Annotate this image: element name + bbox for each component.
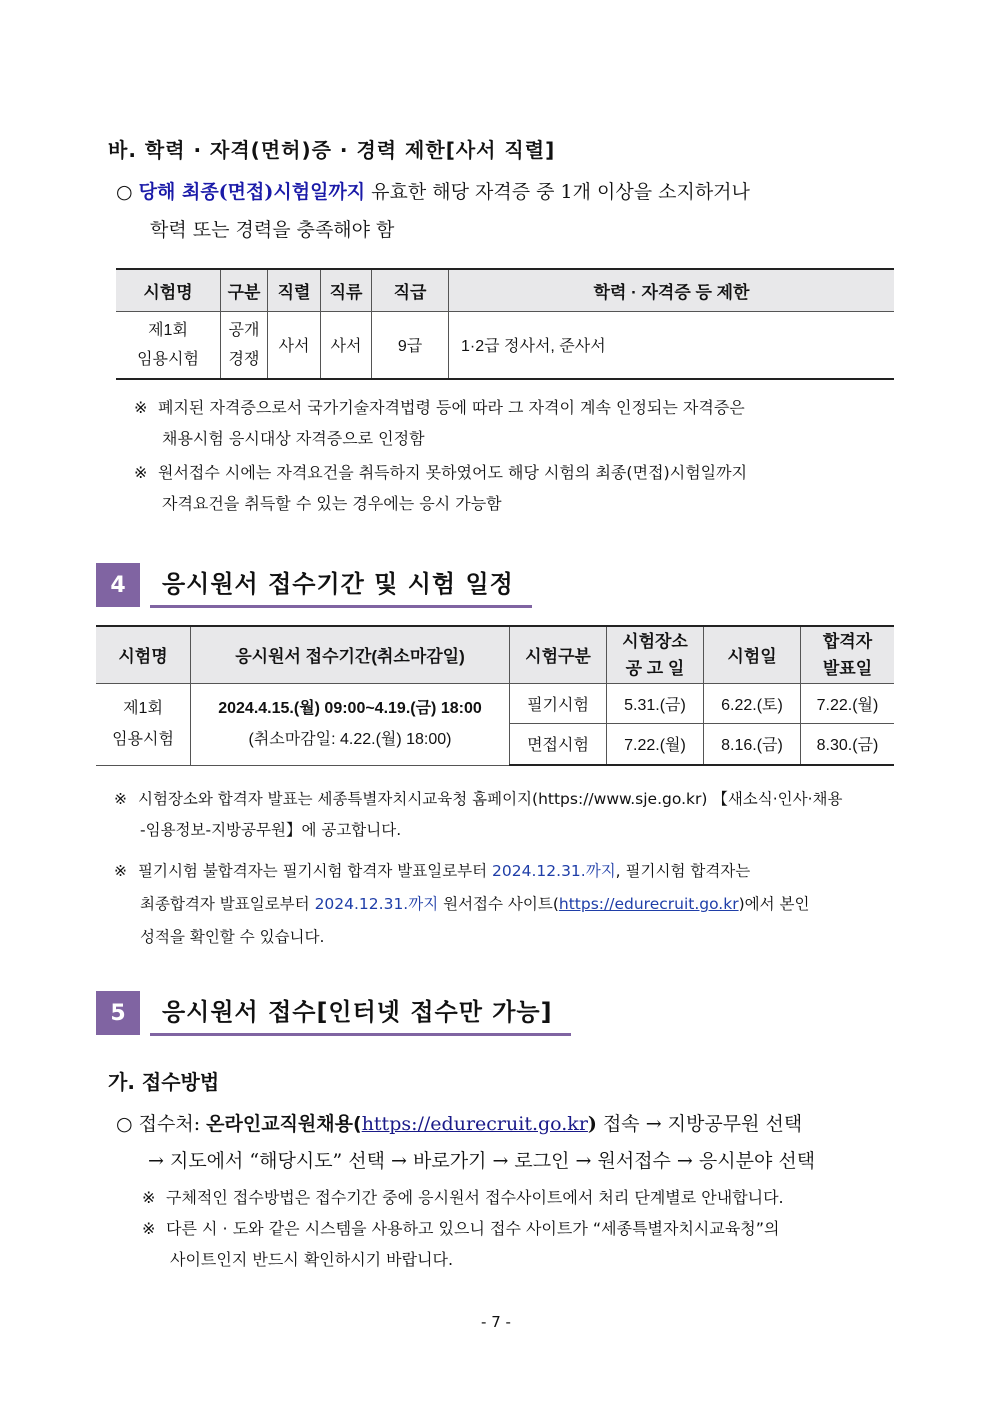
s5-note-2: ※ 다른 시 · 도와 같은 시스템을 사용하고 있으니 접수 사이트가 “세종특별자치시교육청”의 사이트인지 반드시 확인하시기 바랍니다.: [142, 1219, 780, 1269]
highlight-text: 당해 최종(면접)시험일까지: [138, 181, 366, 203]
td-class: 사서: [321, 311, 372, 379]
td-period: 2024.4.15.(월) 09:00~4.19.(금) 18:00 (취소마감일: 4.22.(월) 18:00): [191, 683, 510, 765]
td-date: 8.16.(금): [704, 723, 801, 765]
section-ba-line2: 학력 또는 경력을 충족해야 함: [150, 219, 395, 241]
ba-note-1: ※ 폐지된 자격증으로서 국가기술자격법령 등에 따라 그 자격이 계속 인정되는 자격증은 채용시험 응시대상 자격증으로 인정함: [134, 398, 745, 448]
td-type: 필기시험: [510, 683, 607, 723]
ba-note-2: ※ 원서접수 시에는 자격요건을 취득하지 못하였어도 해당 시험의 최종(면접)시험일까지 자격요건을 취득할 수 있는 경우에는 응시 가능함: [134, 463, 748, 513]
th-exam-type: 시험구분: [510, 626, 607, 683]
s4-note-2: ※ 필기시험 불합격자는 필기시험 합격자 발표일로부터 2024.12.31.까지, 필기시험 합격자는 최종합격자 발표일로부터 2024.12.31.까지 원서접수 사이트(https://edurecruit.go.kr)에서 본인 성적을 확인할 수 있습니다.: [114, 862, 810, 946]
qualification-table: [116, 268, 894, 380]
td-result: 7.22.(월): [801, 683, 895, 723]
td-exam: 제1회 임용시험: [96, 683, 191, 765]
section-5-number: 5: [96, 991, 140, 1035]
th-type: 구분: [221, 269, 268, 311]
section-4-number: 4: [96, 563, 140, 607]
section-4-title: 응시원서 접수기간 및 시험 일정: [150, 563, 532, 608]
th-period: 응시원서 접수기간(취소마감일): [191, 626, 510, 683]
th-exam: 시험명: [96, 626, 191, 683]
td-grade: 9급: [372, 311, 449, 379]
section-ba-bullet-line1: [116, 173, 906, 211]
section-5-title: 응시원서 접수[인터넷 접수만 가능]: [150, 991, 571, 1036]
table-row: [96, 683, 894, 723]
th-result: 합격자 발표일: [801, 626, 895, 683]
td-date: 6.22.(토): [704, 683, 801, 723]
section-5-heading: [96, 991, 576, 1035]
td-venue: 7.22.(월): [607, 723, 704, 765]
s5-note-1: ※ 구체적인 접수방법은 접수기간 중에 응시원서 접수사이트에서 처리 단계별로 안내합니다.: [142, 1188, 784, 1207]
edurecruit-link[interactable]: https://edurecruit.go.kr: [558, 895, 739, 913]
td-result: 8.30.(금): [801, 723, 895, 765]
th-limit: 학력 · 자격증 등 제한: [449, 269, 895, 311]
section-5-subtitle: 가. 접수방법: [108, 1070, 220, 1094]
td-limit: 1·2급 정사서, 준사서: [449, 311, 895, 379]
th-venue: 시험장소 공 고 일: [607, 626, 704, 683]
th-exam: 시험명: [116, 269, 221, 311]
section-4-heading: [96, 563, 576, 607]
th-grade: 직급: [372, 269, 449, 311]
td-series: 사서: [268, 311, 321, 379]
s4-note-1: ※ 시험장소와 합격자 발표는 세종특별자치시교육청 홈페이지(https://www.sje.go.kr) 【새소식·인사·채용 -임용정보-지방공무원】에 공고합니다.: [114, 790, 843, 839]
td-type: 공개 경쟁: [221, 311, 268, 379]
section-5-line1: ○ 접수처: 온라인교직원채용(https://edurecruit.go.kr) 접속 → 지방공무원 선택: [116, 1113, 803, 1135]
section-5-line2: → 지도에서 “해당시도” 선택 → 바로가기 → 로그인 → 원서접수 → 응시분야 선택: [148, 1150, 816, 1172]
edurecruit-main-link[interactable]: https://edurecruit.go.kr: [361, 1113, 588, 1135]
th-class: 직류: [321, 269, 372, 311]
td-venue: 5.31.(금): [607, 683, 704, 723]
th-exam-date: 시험일: [704, 626, 801, 683]
circle-bullet: ○: [116, 181, 133, 203]
section-ba-title: 바. 학력 · 자격(면허)증 · 경력 제한[사서 직렬]: [108, 138, 556, 162]
td-exam: 제1회 임용시험: [116, 311, 221, 379]
td-type: 면접시험: [510, 723, 607, 765]
th-series: 직렬: [268, 269, 321, 311]
schedule-table: [96, 625, 894, 766]
table-row: [116, 311, 894, 379]
page-number: - 7 -: [481, 1313, 511, 1331]
line1-rest: 유효한 해당 자격증 중 1개 이상을 소지하거나: [365, 181, 750, 203]
